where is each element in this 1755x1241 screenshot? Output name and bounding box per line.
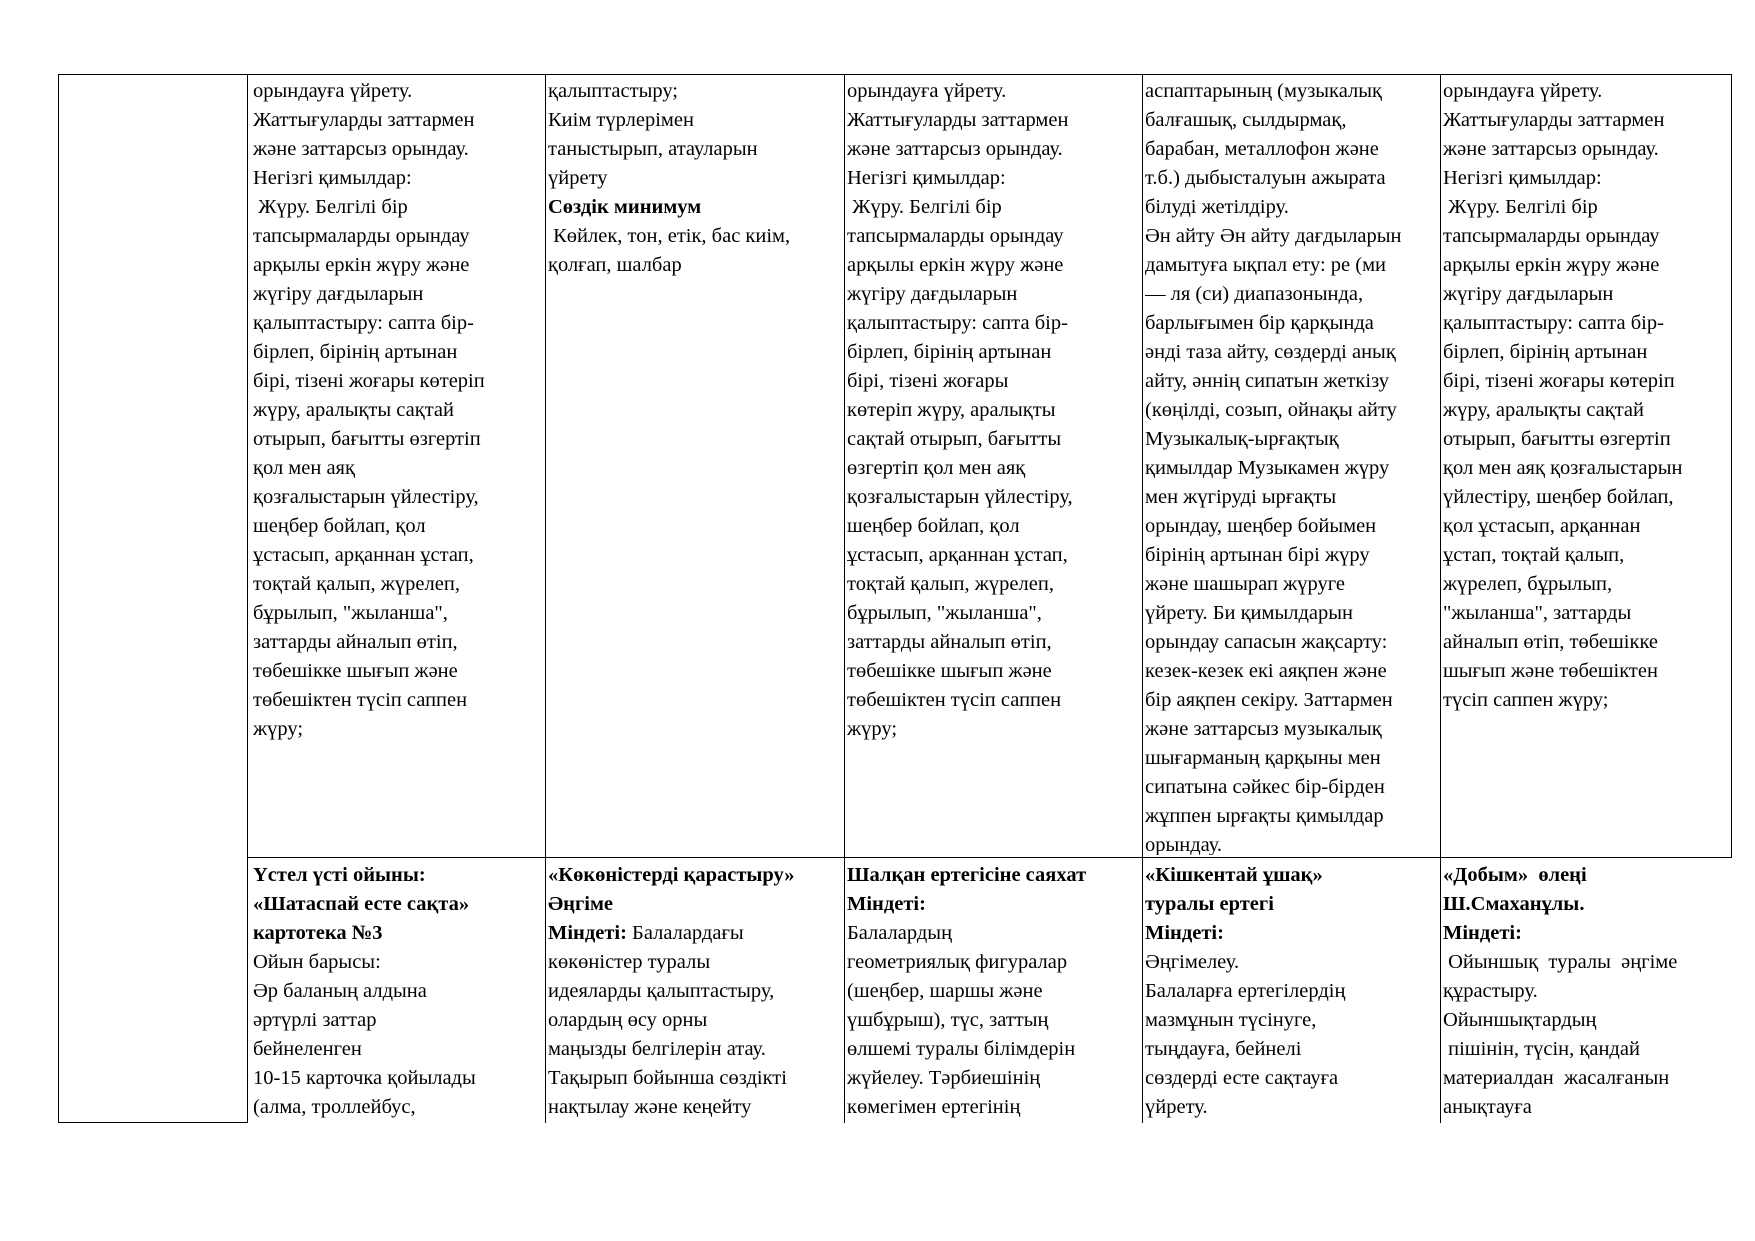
text-line: "жыланша", заттарды (1443, 602, 1632, 624)
text-line: Шалқан ертегісіне саяхат (847, 864, 1087, 886)
text-line: қалыптастыру; (548, 80, 679, 102)
text-line: қозғалыстарын үйлестіру, (253, 486, 479, 508)
text-line: анықтауға (1443, 1096, 1532, 1118)
text-line: Тақырып бойынша сөздікті (548, 1067, 787, 1089)
text-line: арқылы еркін жүру және (253, 254, 470, 276)
text-line: арқылы еркін жүру және (1443, 254, 1660, 276)
table-right-border (1731, 74, 1732, 858)
text-line: және заттарсыз орындау. (1443, 138, 1659, 160)
text-line: геометриялық фигуралар (847, 951, 1068, 973)
column-divider (1142, 74, 1143, 1123)
table-cell (1443, 861, 1729, 1122)
text-line: Балаларға ертегілердің (1145, 980, 1346, 1002)
text-line: (алма, троллейбус, (253, 1096, 416, 1118)
text-line: көкөністер туралы (548, 951, 711, 973)
text-line: әнді таза айту, сөздерді анық (1145, 341, 1396, 363)
text-line: материалдан жасалғанын (1443, 1067, 1670, 1089)
text-line: үйрету (548, 167, 608, 189)
text-line: мазмұнын түсінуге, (1145, 1009, 1317, 1031)
text-line: бұрылып, "жыланша", (847, 602, 1042, 624)
text-line: көтеріп жүру, аралықты (847, 399, 1056, 421)
text-line: Ойыншық туралы әңгіме (1443, 951, 1678, 973)
text-line: «Көкөністерді қарастыру» (548, 864, 795, 886)
table-cell (253, 77, 543, 855)
bold-label: Міндеті: (548, 922, 627, 944)
text-line: тоқтай қалып, жүрелеп, (253, 573, 460, 595)
text-line: орындау сапасын жақсарту: (1145, 631, 1388, 653)
text-line: туралы ертегі (1145, 893, 1274, 915)
text-line: бірлеп, бірінің артынан (253, 341, 458, 363)
text-line: жұппен ырғақты қимылдар (1145, 805, 1384, 827)
text-line: жүру, аралықты сақтай (1443, 399, 1644, 421)
text-line: төбешіктен түсіп саппен (253, 689, 468, 711)
table-cell (847, 861, 1140, 1122)
text-line: Жүру. Белгілі бір (253, 196, 408, 218)
text-line: орындау, шеңбер бойымен (1145, 515, 1377, 537)
table-bottom-border (58, 1122, 247, 1123)
text-line: Ойыншықтардың (1443, 1009, 1597, 1031)
text-line: дамытуға ықпал ету: ре (ми (1145, 254, 1387, 276)
text-line: заттарды айналып өтіп, (253, 631, 458, 653)
text-line: төбешіктен түсіп саппен (847, 689, 1062, 711)
text-line: бірлеп, бірінің артынан (1443, 341, 1648, 363)
text-line: бірінің артынан бірі жүру (1145, 544, 1370, 566)
text-line: жүру, аралықты сақтай (253, 399, 454, 421)
text-line: Сөздік минимум (548, 196, 702, 218)
text-line: өлшемі туралы білімдерін (847, 1038, 1076, 1060)
text-line: үшбұрыш), түс, заттың (847, 1009, 1049, 1031)
text-line: Киім түрлерімен (548, 109, 694, 131)
text-line: білуді жетілдіру. (1145, 196, 1289, 218)
text-line: сөздерді есте сақтауға (1145, 1067, 1339, 1089)
table-cell (548, 77, 842, 855)
text-line: үйлестіру, шеңбер бойлап, (1443, 486, 1674, 508)
text-line: (көңілді, созып, ойнақы айту (1145, 399, 1397, 421)
text-line: бірі, тізені жоғары (847, 370, 1009, 392)
text-line: «Шатаспай есте сақта» (253, 893, 470, 915)
text-line: қимылдар Музыкамен жүру (1145, 457, 1390, 479)
text-line: олардың өсу орны (548, 1009, 708, 1031)
text-line: қол ұстасып, арқаннан (1443, 515, 1641, 537)
text-line: Міндеті: (1145, 922, 1224, 944)
text-line: Ойын барысы: (253, 951, 381, 973)
text-line: 10-15 карточка қойылады (253, 1067, 476, 1089)
table-cell (1443, 77, 1729, 855)
text-line: Жүру. Белгілі бір (847, 196, 1002, 218)
table-cell (1145, 77, 1438, 855)
text-line: Міндеті: (847, 893, 926, 915)
text-line: Жаттығуларды заттармен (847, 109, 1069, 131)
text-line: қалыптастыру: сапта бір- (253, 312, 474, 334)
text-line: Үстел үсті ойыны: (253, 864, 426, 886)
column-divider (1440, 74, 1441, 1123)
text-line: арқылы еркін жүру және (847, 254, 1064, 276)
text-line: Музыкалық-ырғақтық (1145, 428, 1339, 450)
text-line: пішінін, түсін, қандай (1443, 1038, 1640, 1060)
text-line: барлығымен бір қарқында (1145, 312, 1374, 334)
table-cell (1145, 861, 1438, 1122)
text-line: қалыптастыру: сапта бір- (847, 312, 1068, 334)
text-line: бірлеп, бірінің артынан (847, 341, 1052, 363)
plan-table (58, 74, 1732, 1123)
text-line: айналып өтіп, төбешікке (1443, 631, 1658, 653)
text-line: «Кішкентай ұшақ» (1145, 864, 1323, 886)
text-line: Негізгі қимылдар: (1443, 167, 1602, 189)
text-line: картотека №3 (253, 922, 383, 944)
text-line: және заттарсыз орындау. (847, 138, 1063, 160)
text-line: шығарманың қарқыны мен (1145, 747, 1381, 769)
column-divider (545, 74, 546, 1123)
text-line: аспаптарының (музыкалық (1145, 80, 1382, 102)
text-line: қол мен аяқ (253, 457, 355, 479)
text-line: Балалардың (847, 922, 953, 944)
text-line: шеңбер бойлап, қол (253, 515, 426, 537)
text-line: идеяларды қалыптастыру, (548, 980, 775, 1002)
text-line: жүру; (253, 718, 304, 740)
text-line: тапсырмаларды орындау (1443, 225, 1660, 247)
text-line: таныстырып, атауларын (548, 138, 758, 160)
text-line: тапсырмаларды орындау (253, 225, 470, 247)
text-line: тыңдауға, бейнелі (1145, 1038, 1302, 1060)
text-line: құрастыру. (1443, 980, 1538, 1002)
text-line: және шашырап жүруге (1145, 573, 1345, 595)
text-line: орындау. (1145, 834, 1223, 855)
text-line: айту, әннің сипатын жеткізу (1145, 370, 1389, 392)
text-line: тоқтай қалып, жүрелеп, (847, 573, 1054, 595)
text-line: түсіп саппен жүру; (1443, 689, 1609, 711)
text-line: отырып, бағытты өзгертіп (253, 428, 481, 450)
text-line: орындауға үйрету. (847, 80, 1007, 102)
text-line: — ля (си) диапазонында, (1145, 283, 1364, 305)
text-line: жүгіру дағдыларын (253, 283, 424, 305)
text-line: бірі, тізені жоғары көтеріп (1443, 370, 1675, 392)
table-cell (847, 77, 1140, 855)
text-line: заттарды айналып өтіп, (847, 631, 1052, 653)
text-line: қолғап, шалбар (548, 254, 682, 276)
text-line: көмегімен ертегінің (847, 1096, 1021, 1118)
text-line: үйрету. Би қимылдарын (1145, 602, 1354, 624)
text-line: Жаттығуларды заттармен (253, 109, 475, 131)
table-top-border (58, 74, 1732, 75)
text-line: төбешікке шығып және (253, 660, 458, 682)
text-line: нақтылау және кеңейту (548, 1096, 752, 1118)
text-line: жүрелеп, бұрылып, (1443, 573, 1613, 595)
text-line: Негізгі қимылдар: (253, 167, 412, 189)
text-line: Әңгімелеу. (1145, 951, 1240, 973)
text-line: Әңгіме (548, 893, 614, 915)
table-cell (253, 861, 543, 1122)
text-line: ұстасып, арқаннан ұстап, (253, 544, 474, 566)
text-line: шығып және төбешіктен (1443, 660, 1658, 682)
text-line: Көйлек, тон, етік, бас киім, (548, 225, 791, 247)
text-line: балғашық, сылдырмақ, (1145, 109, 1347, 131)
text-line: кезек-кезек екі аяқпен және (1145, 660, 1387, 682)
text-line: жүйелеу. Тәрбиешінің (847, 1067, 1041, 1089)
text-line: жүру; (847, 718, 898, 740)
text-line: және заттарсыз музыкалық (1145, 718, 1382, 740)
text-line: ұстап, тоқтай қалып, (1443, 544, 1625, 566)
table-left-border (58, 74, 59, 1123)
text-line: (шеңбер, шаршы және (847, 980, 1043, 1002)
text-line: әртүрлі заттар (253, 1009, 377, 1031)
text-line: Әр баланың алдына (253, 980, 427, 1002)
text-line: бұрылып, "жыланша", (253, 602, 448, 624)
text-line: төбешікке шығып және (847, 660, 1052, 682)
text-line: ұстасып, арқаннан ұстап, (847, 544, 1068, 566)
text-line: сақтай отырып, бағытты (847, 428, 1062, 450)
text-line: өзгертіп қол мен аяқ (847, 457, 1026, 479)
text-line: барабан, металлофон және (1145, 138, 1379, 160)
column-divider (844, 74, 845, 1123)
text-line: орындауға үйрету. (253, 80, 413, 102)
text-line: бірі, тізені жоғары көтеріп (253, 370, 485, 392)
text-line: жүгіру дағдыларын (1443, 283, 1614, 305)
text-line: Ән айту Ән айту дағдыларын (1145, 225, 1402, 247)
text-line: Негізгі қимылдар: (847, 167, 1006, 189)
text-line: қозғалыстарын үйлестіру, (847, 486, 1073, 508)
text-line: қалыптастыру: сапта бір- (1443, 312, 1664, 334)
text-line: маңызды белгілерін атау. (548, 1038, 766, 1060)
text-line: орындауға үйрету. (1443, 80, 1603, 102)
text-line: бір аяқпен секіру. Заттармен (1145, 689, 1393, 711)
text-line: отырып, бағытты өзгертіп (1443, 428, 1671, 450)
text-line: бейнеленген (253, 1038, 362, 1060)
table-cell (548, 861, 842, 1122)
text-line: Міндеті: (1443, 922, 1522, 944)
text-line: Міндеті: Балалардағы (548, 922, 744, 944)
row-divider (247, 857, 1732, 858)
text-line: Жүру. Белгілі бір (1443, 196, 1598, 218)
text-line: жүгіру дағдыларын (847, 283, 1018, 305)
column-divider (247, 74, 248, 1123)
text-line: шеңбер бойлап, қол (847, 515, 1020, 537)
text-line: үйрету. (1145, 1096, 1208, 1118)
text-line: Ш.Смаханұлы. (1443, 893, 1585, 915)
text-line: және заттарсыз орындау. (253, 138, 469, 160)
text-line: қол мен аяқ қозғалыстарын (1443, 457, 1683, 479)
text-line: мен жүгіруді ырғақты (1145, 486, 1337, 508)
text-line: Жаттығуларды заттармен (1443, 109, 1665, 131)
text-line: тапсырмаларды орындау (847, 225, 1064, 247)
text-line: т.б.) дыбысталуын ажырата (1145, 167, 1386, 189)
text-line: «Добым» өлеңі (1443, 864, 1587, 886)
text-line: сипатына сәйкес бір-бірден (1145, 776, 1385, 798)
